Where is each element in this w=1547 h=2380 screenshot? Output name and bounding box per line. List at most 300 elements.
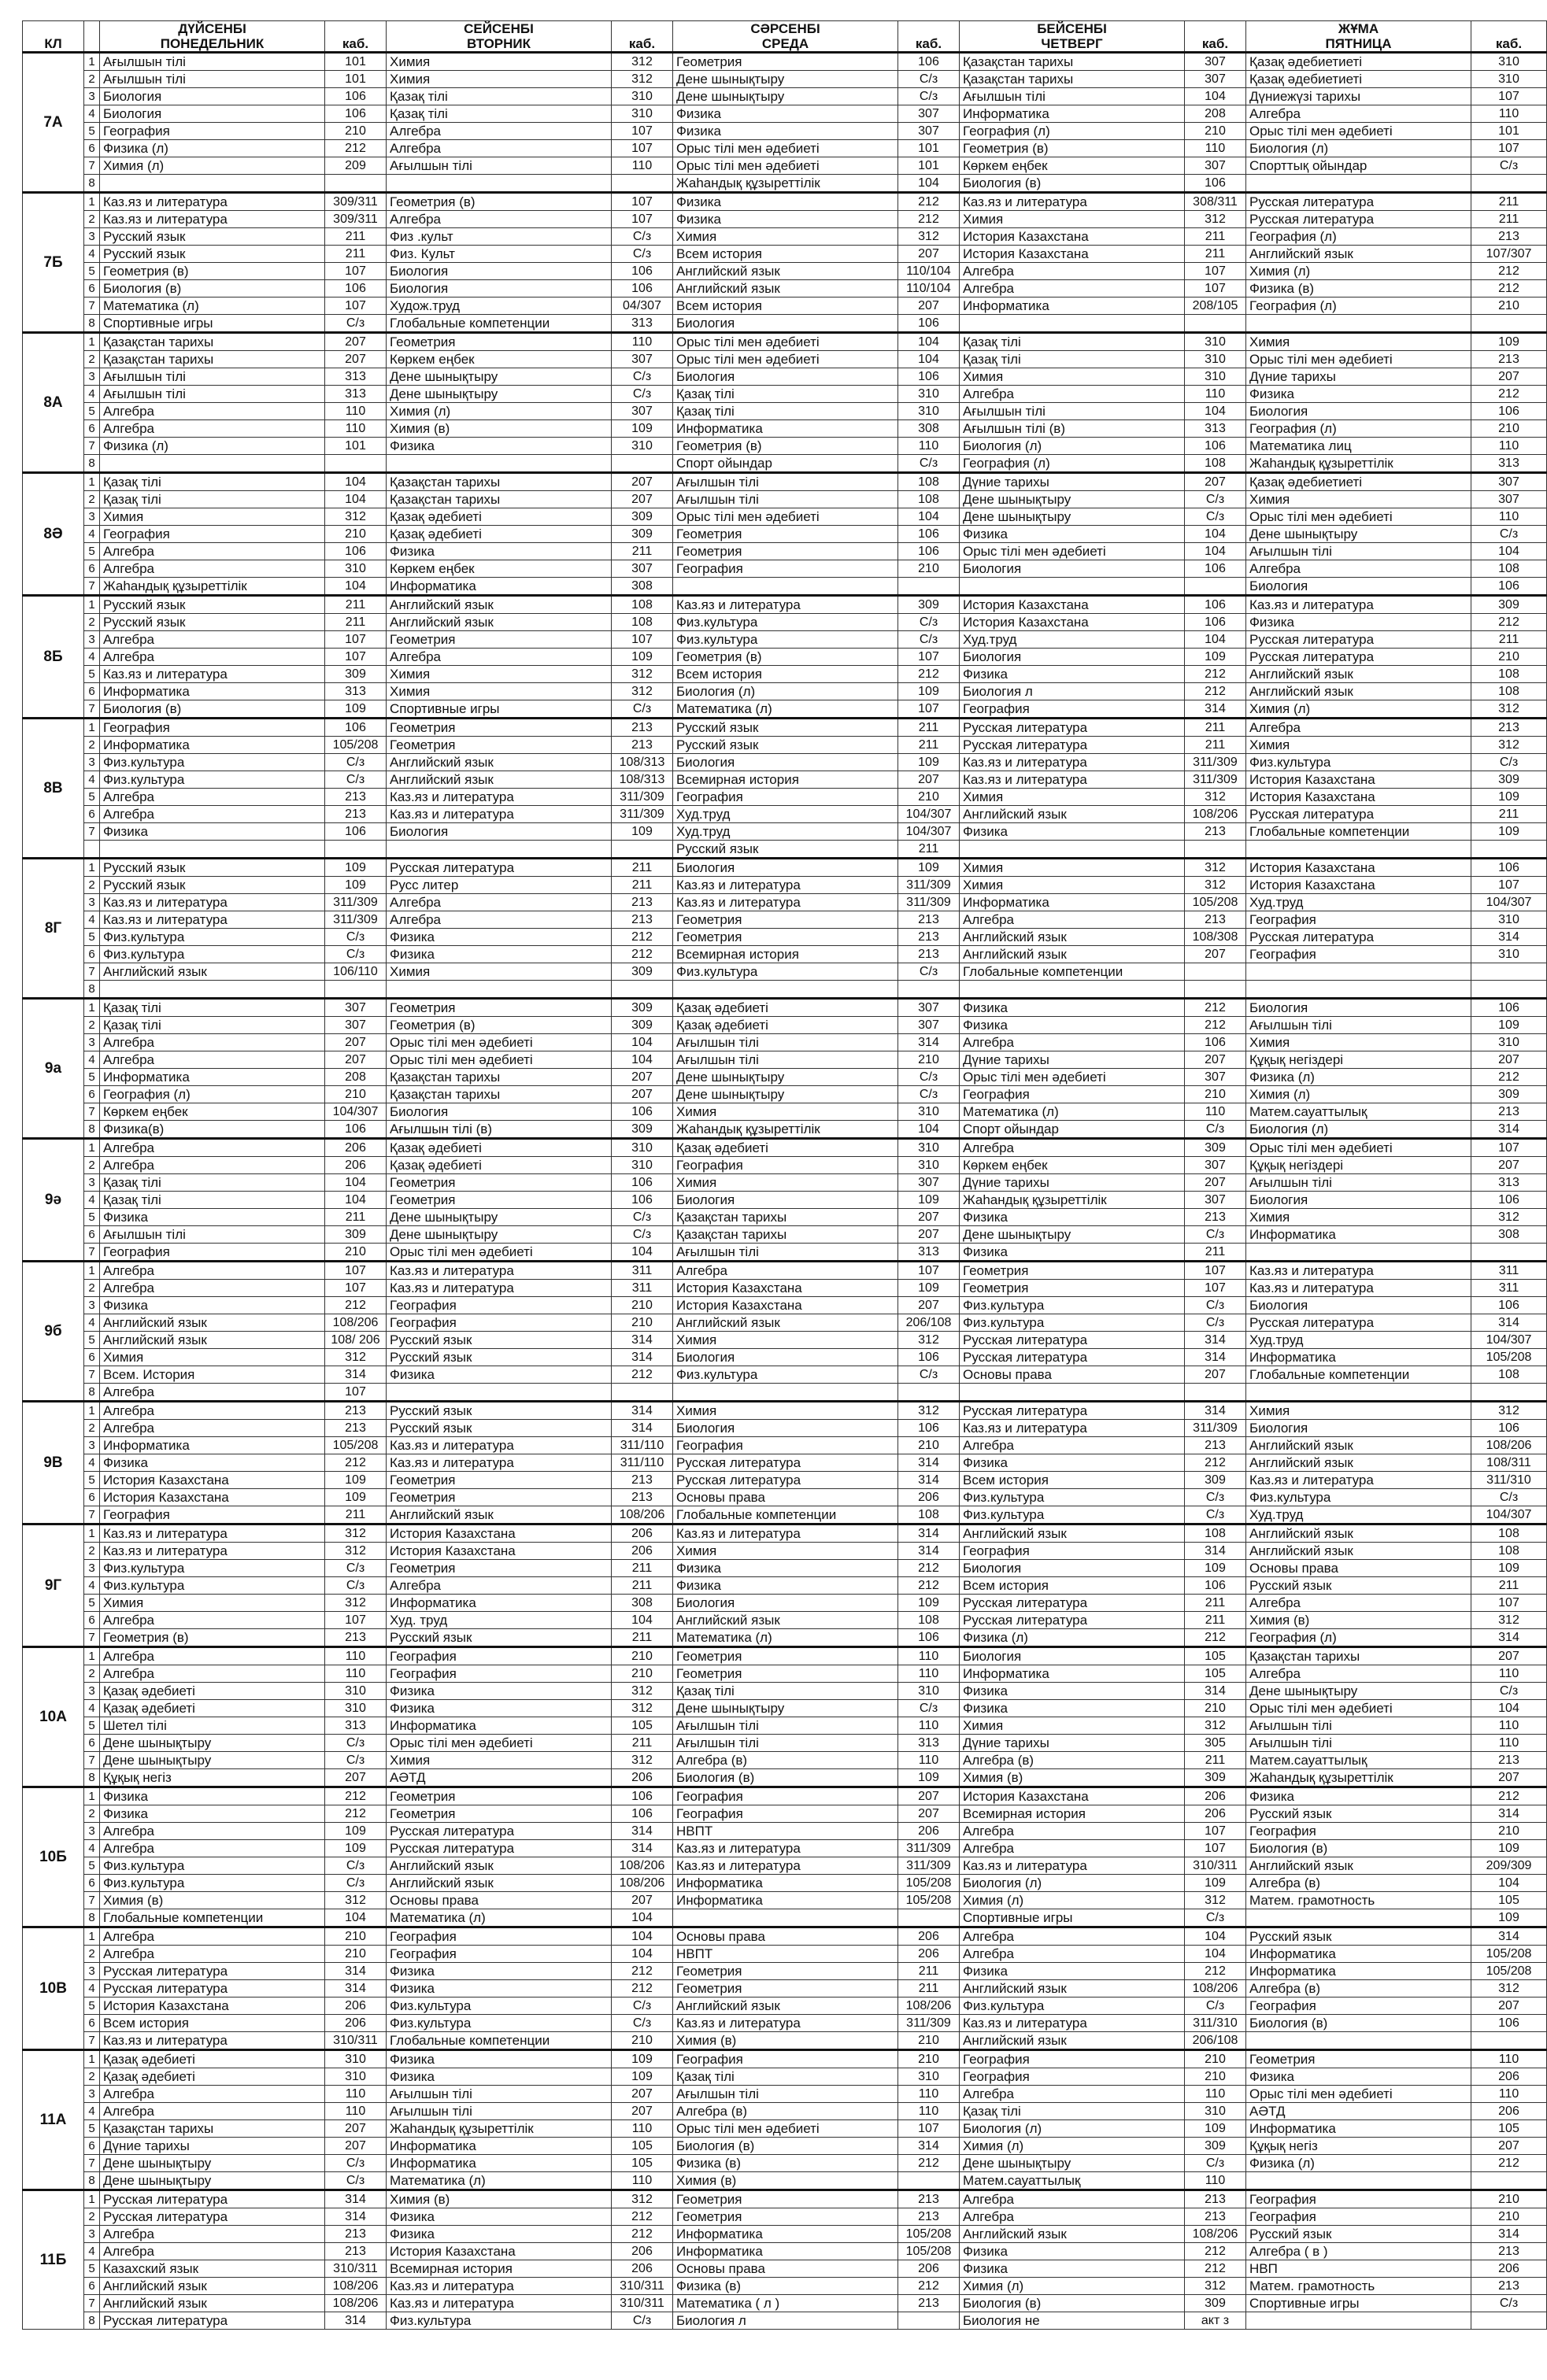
friday-subject-cell: АӘТД [1246, 2103, 1471, 2120]
wednesday-subject-cell: Математика ( л ) [673, 2295, 898, 2312]
friday-subject-cell: Орыс тілі мен әдебиеті [1246, 351, 1471, 368]
wednesday-subject-cell: Каз.яз и литература [673, 894, 898, 911]
table-row [23, 1577, 1547, 1595]
monday-room-cell: 206 [325, 1139, 387, 1157]
thursday-room-cell: 213 [1185, 2190, 1246, 2208]
friday-subject-cell: Орыс тілі мен әдебиеті [1246, 1139, 1471, 1157]
thursday-room-cell: 104 [1185, 1927, 1246, 1946]
monday-room-cell: 310/311 [325, 2260, 387, 2278]
wednesday-room-cell: 312 [898, 1332, 960, 1349]
wednesday-subject-cell: Основы права [673, 2260, 898, 2278]
wednesday-room-cell: 310 [898, 403, 960, 420]
monday-subject-cell: Физика (л) [100, 140, 325, 157]
wednesday-room-cell: 207 [898, 1787, 960, 1805]
friday-subject-cell: Физ.культура [1246, 1489, 1471, 1506]
thursday-subject-cell: Геометрия (в) [960, 140, 1185, 157]
friday-subject-cell [1246, 981, 1471, 999]
tuesday-room-cell: 212 [612, 1980, 673, 1998]
tuesday-subject-cell: Физика [387, 946, 612, 963]
monday-subject-cell: История Казахстана [100, 1998, 325, 2015]
wednesday-room-cell: С/з [898, 88, 960, 105]
tuesday-room-cell: 107 [612, 123, 673, 140]
friday-subject-cell: Матем.сауаттылық [1246, 1103, 1471, 1121]
tuesday-room-cell: 312 [612, 53, 673, 71]
friday-subject-cell: География [1246, 946, 1471, 963]
friday-subject-cell: Химия [1246, 333, 1471, 351]
thursday-subject-cell: Биология [960, 649, 1185, 666]
lesson-number-cell: 3 [84, 2086, 100, 2103]
lesson-number-cell: 3 [84, 894, 100, 911]
tuesday-room-cell: 207 [612, 2103, 673, 2120]
friday-room-cell: 210 [1471, 649, 1547, 666]
table-row [23, 894, 1547, 911]
thursday-room-cell: 212 [1185, 999, 1246, 1017]
monday-room-cell: 109 [325, 877, 387, 894]
monday-subject-cell: Геометрия (в) [100, 263, 325, 280]
tuesday-subject-cell: Химия [387, 666, 612, 683]
monday-room-cell: 314 [325, 2208, 387, 2226]
thursday-room-cell: С/з [1185, 491, 1246, 508]
table-row [23, 1683, 1547, 1700]
thursday-subject-cell: Каз.яз и литература [960, 2015, 1185, 2032]
tuesday-room-cell: 107 [612, 140, 673, 157]
thursday-subject-cell: Физика [960, 1017, 1185, 1034]
tuesday-subject-cell: Алгебра [387, 911, 612, 929]
tuesday-room-cell: 206 [612, 2243, 673, 2260]
wednesday-subject-cell: Геометрия [673, 1665, 898, 1683]
monday-subject-cell: Алгебра [100, 403, 325, 420]
friday-room-cell: С/з [1471, 1489, 1547, 1506]
thursday-subject-cell: Қазақ тілі [960, 333, 1185, 351]
tuesday-room-cell: С/з [612, 2015, 673, 2032]
lesson-number-cell: 3 [84, 88, 100, 105]
monday-subject-cell: Алгебра [100, 1665, 325, 1683]
friday-subject-cell: Қазақ әдебиетиеті [1246, 53, 1471, 71]
table-row [23, 1139, 1547, 1157]
monday-subject-cell: Физ.культура [100, 1875, 325, 1892]
thursday-subject-cell: Каз.яз и литература [960, 1857, 1185, 1875]
monday-room-cell: 207 [325, 1051, 387, 1069]
table-row [23, 2120, 1547, 2138]
tuesday-room-cell: 110 [612, 2120, 673, 2138]
thursday-room-cell: 107 [1185, 280, 1246, 298]
thursday-subject-cell: Алгебра [960, 2208, 1185, 2226]
wednesday-subject-cell: Қазақ әдебиеті [673, 1017, 898, 1034]
friday-room-cell: 212 [1471, 2155, 1547, 2172]
friday-room-cell: 107 [1471, 1595, 1547, 1612]
tuesday-subject-cell: География [387, 1297, 612, 1314]
wednesday-subject-cell: Физика [673, 105, 898, 123]
day-header-monday [100, 21, 325, 53]
wednesday-subject-cell: Қазақ әдебиеті [673, 1139, 898, 1157]
monday-room-cell: 110 [325, 2086, 387, 2103]
wednesday-subject-cell: Физ.культура [673, 614, 898, 631]
wednesday-subject-cell: Биология л [673, 2312, 898, 2330]
lesson-number-cell: 8 [84, 455, 100, 473]
lesson-number-cell: 1 [84, 2050, 100, 2068]
wednesday-room-cell: 106 [898, 543, 960, 560]
monday-subject-cell: Алгебра [100, 789, 325, 806]
wednesday-subject-cell: Биология [673, 368, 898, 386]
thursday-room-cell: 107 [1185, 1262, 1246, 1280]
monday-room-cell: 109 [325, 700, 387, 719]
wednesday-room-cell: 311/309 [898, 877, 960, 894]
wednesday-subject-cell: Информатика [673, 1892, 898, 1909]
friday-subject-cell: Химия (л) [1246, 1086, 1471, 1103]
monday-room-cell: 311/309 [325, 911, 387, 929]
tuesday-room-cell: 314 [612, 1349, 673, 1366]
monday-room-cell: 210 [325, 526, 387, 543]
tuesday-room-cell: 310 [612, 1157, 673, 1174]
lesson-number-cell: 2 [84, 71, 100, 88]
thursday-subject-cell: Алгебра [960, 263, 1185, 280]
thursday-subject-cell: Физика [960, 1963, 1185, 1980]
lesson-number-cell: 5 [84, 1595, 100, 1612]
wednesday-room-cell: 307 [898, 123, 960, 140]
monday-subject-cell: География [100, 123, 325, 140]
wednesday-subject-cell: Биология [673, 1420, 898, 1437]
monday-room-cell: С/з [325, 315, 387, 333]
friday-room-cell: 211 [1471, 631, 1547, 649]
class-block [23, 473, 1547, 596]
lesson-number-cell: 5 [84, 403, 100, 420]
tuesday-subject-cell: Русский язык [387, 1402, 612, 1420]
thursday-room-cell: 213 [1185, 2208, 1246, 2226]
table-row [23, 420, 1547, 438]
lesson-number-cell: 7 [84, 1366, 100, 1384]
tuesday-subject-cell: Химия [387, 71, 612, 88]
class-block [23, 53, 1547, 193]
thursday-room-cell: 107 [1185, 1823, 1246, 1840]
thursday-subject-cell: Всем история [960, 1577, 1185, 1595]
thursday-subject-cell: Худ.труд [960, 631, 1185, 649]
tuesday-subject-cell: Английский язык [387, 596, 612, 614]
thursday-room-cell: 212 [1185, 1454, 1246, 1472]
wednesday-subject-cell: Основы права [673, 1927, 898, 1946]
monday-subject-cell: Дүние тарихы [100, 2138, 325, 2155]
monday-subject-cell: Алгебра [100, 560, 325, 578]
tuesday-room-cell: 307 [612, 560, 673, 578]
monday-subject-cell: Қазақ тілі [100, 1017, 325, 1034]
wednesday-room-cell: 110 [898, 1717, 960, 1735]
wednesday-room-cell: 207 [898, 298, 960, 315]
wednesday-room-cell: 109 [898, 1280, 960, 1297]
monday-subject-cell: География [100, 719, 325, 737]
tuesday-subject-cell: Физика [387, 1366, 612, 1384]
thursday-subject-cell: Биология л [960, 683, 1185, 700]
monday-subject-cell: Алгебра [100, 1647, 325, 1665]
monday-room-cell: 213 [325, 2243, 387, 2260]
friday-room-cell: 308 [1471, 1226, 1547, 1244]
monday-room-cell: 212 [325, 1454, 387, 1472]
thursday-subject-cell [960, 315, 1185, 333]
monday-room-cell: 105/208 [325, 737, 387, 754]
class-block [23, 333, 1547, 473]
class-block [23, 1927, 1547, 2050]
thursday-room-cell: 206 [1185, 1787, 1246, 1805]
wednesday-room-cell: 310 [898, 2068, 960, 2086]
tuesday-room-cell: 308 [612, 1595, 673, 1612]
monday-subject-cell: История Казахстана [100, 1489, 325, 1506]
wednesday-room-cell: С/з [898, 614, 960, 631]
tuesday-subject-cell: Русский язык [387, 1629, 612, 1647]
thursday-subject-cell: Алгебра [960, 280, 1185, 298]
friday-subject-cell: Каз.яз и литература [1246, 1262, 1471, 1280]
thursday-room-cell: 207 [1185, 473, 1246, 491]
table-row [23, 1595, 1547, 1612]
thursday-room-cell: 211 [1185, 1752, 1246, 1769]
thursday-subject-cell: Физ.культура [960, 1314, 1185, 1332]
wednesday-room-cell: 314 [898, 1454, 960, 1472]
wednesday-subject-cell: Информатика [673, 1875, 898, 1892]
tuesday-subject-cell: Геометрия [387, 999, 612, 1017]
tuesday-room-cell: 109 [612, 2068, 673, 2086]
friday-subject-cell: Дене шынықтыру [1246, 526, 1471, 543]
wednesday-subject-cell: Английский язык [673, 280, 898, 298]
table-row [23, 2278, 1547, 2295]
table-row [23, 2295, 1547, 2312]
wednesday-room-cell: 310 [898, 1103, 960, 1121]
wednesday-subject-cell: Русская литература [673, 1454, 898, 1472]
monday-subject-cell: Ағылшын тілі [100, 368, 325, 386]
table-row [23, 1157, 1547, 1174]
wednesday-subject-cell: Химия [673, 1402, 898, 1420]
friday-room-cell: 106 [1471, 2015, 1547, 2032]
tuesday-room-cell [612, 981, 673, 999]
thursday-room-cell: 311/309 [1185, 1420, 1246, 1437]
thursday-room-cell: 108/206 [1185, 1980, 1246, 1998]
tuesday-room-cell: 312 [612, 1683, 673, 1700]
monday-subject-cell: Биология [100, 105, 325, 123]
tuesday-subject-cell: Информатика [387, 2138, 612, 2155]
lesson-number-cell: 2 [84, 614, 100, 631]
wednesday-subject-cell: История Казахстана [673, 1280, 898, 1297]
friday-subject-cell: Физ.культура [1246, 754, 1471, 771]
friday-room-cell: 109 [1471, 333, 1547, 351]
monday-subject-cell: Химия (в) [100, 1892, 325, 1909]
lesson-number-cell: 7 [84, 2155, 100, 2172]
monday-subject-cell [100, 455, 325, 473]
table-row [23, 1927, 1547, 1946]
thursday-subject-cell: Дүние тарихы [960, 1051, 1185, 1069]
thursday-room-cell: 212 [1185, 666, 1246, 683]
thursday-room-cell: 104 [1185, 543, 1246, 560]
tuesday-room-cell: 211 [612, 1560, 673, 1577]
wednesday-room-cell [898, 1384, 960, 1402]
thursday-subject-cell: Орыс тілі мен әдебиеті [960, 543, 1185, 560]
monday-subject-cell: Шетел тілі [100, 1717, 325, 1735]
wednesday-subject-cell: Всемирная история [673, 946, 898, 963]
lesson-number-cell: 2 [84, 1543, 100, 1560]
friday-subject-cell: Основы права [1246, 1560, 1471, 1577]
friday-room-cell: 211 [1471, 806, 1547, 823]
monday-room-cell: 104 [325, 1192, 387, 1209]
tuesday-subject-cell: Физ.культура [387, 2312, 612, 2330]
monday-room-cell: 213 [325, 789, 387, 806]
table-row [23, 1892, 1547, 1909]
friday-subject-cell: Алгебра [1246, 719, 1471, 737]
tuesday-subject-cell: Алгебра [387, 140, 612, 157]
friday-room-cell: 213 [1471, 719, 1547, 737]
lesson-number-cell: 8 [84, 1121, 100, 1139]
table-row [23, 999, 1547, 1017]
thursday-subject-cell: География [960, 1086, 1185, 1103]
table-row [23, 2190, 1547, 2208]
table-row [23, 789, 1547, 806]
lesson-number-cell: 3 [84, 1823, 100, 1840]
room-header: каб. [1185, 21, 1246, 53]
monday-room-cell: 312 [325, 1892, 387, 1909]
lesson-number-cell: 6 [84, 1735, 100, 1752]
thursday-subject-cell: Биология [960, 1560, 1185, 1577]
thursday-room-cell: 207 [1185, 946, 1246, 963]
wednesday-room-cell: 206 [898, 1823, 960, 1840]
friday-subject-cell: Алгебра (в) [1246, 1980, 1471, 1998]
tuesday-room-cell: 105 [612, 2155, 673, 2172]
monday-subject-cell: Ағылшын тілі [100, 71, 325, 88]
tuesday-subject-cell: География [387, 1927, 612, 1946]
thursday-subject-cell: Каз.яз и литература [960, 771, 1185, 789]
lesson-number-cell: 3 [84, 1437, 100, 1454]
monday-room-cell: С/з [325, 2172, 387, 2190]
friday-room-cell: 307 [1471, 491, 1547, 508]
monday-room-cell: 206 [325, 2015, 387, 2032]
friday-room-cell: 311 [1471, 1280, 1547, 1297]
thursday-subject-cell: Физика [960, 1683, 1185, 1700]
tuesday-subject-cell: Орыс тілі мен әдебиеті [387, 1051, 612, 1069]
friday-subject-cell: Орыс тілі мен әдебиеті [1246, 123, 1471, 140]
wednesday-subject-cell: Биология (в) [673, 2138, 898, 2155]
monday-subject-cell: Каз.яз и литература [100, 193, 325, 211]
tuesday-subject-cell: Каз.яз и литература [387, 2295, 612, 2312]
monday-subject-cell: Физика [100, 1209, 325, 1226]
wednesday-room-cell: 207 [898, 246, 960, 263]
wednesday-subject-cell: Қазақ тілі [673, 386, 898, 403]
thursday-subject-cell: Физика [960, 2260, 1185, 2278]
thursday-room-cell: 206/108 [1185, 2032, 1246, 2050]
thursday-room-cell: 213 [1185, 823, 1246, 841]
friday-room-cell: 104 [1471, 1875, 1547, 1892]
thursday-room-cell: 105/208 [1185, 894, 1246, 911]
class-name: 10Б [23, 1787, 84, 1927]
monday-subject-cell: Русский язык [100, 596, 325, 614]
tuesday-room-cell: 309 [612, 963, 673, 981]
friday-room-cell: 314 [1471, 929, 1547, 946]
thursday-room-cell: 109 [1185, 2120, 1246, 2138]
thursday-room-cell: 106 [1185, 438, 1246, 455]
monday-room-cell: 109 [325, 1840, 387, 1857]
friday-room-cell: 109 [1471, 823, 1547, 841]
friday-subject-cell: Спорттық ойындар [1246, 157, 1471, 175]
thursday-room-cell: 312 [1185, 211, 1246, 228]
wednesday-subject-cell: Информатика [673, 420, 898, 438]
tuesday-subject-cell: Физ.культура [387, 2015, 612, 2032]
monday-subject-cell: Қазақ тілі [100, 491, 325, 508]
thursday-room-cell: 310 [1185, 351, 1246, 368]
tuesday-subject-cell: Физика [387, 1700, 612, 1717]
tuesday-room-cell: 106 [612, 1192, 673, 1209]
tuesday-room-cell: 207 [612, 1069, 673, 1086]
friday-room-cell: С/з [1471, 2295, 1547, 2312]
thursday-subject-cell: Физ.культура [960, 1998, 1185, 2015]
lesson-number-cell: 5 [84, 123, 100, 140]
monday-subject-cell: Қазақ әдебиеті [100, 2050, 325, 2068]
tuesday-subject-cell: Қазақ әдебиеті [387, 1139, 612, 1157]
friday-subject-cell: История Казахстана [1246, 771, 1471, 789]
wednesday-room-cell: 110/104 [898, 280, 960, 298]
friday-subject-cell: Қазақ әдебиетиеті [1246, 71, 1471, 88]
friday-subject-cell: Физика [1246, 2068, 1471, 2086]
tuesday-room-cell: 108/313 [612, 771, 673, 789]
monday-subject-cell: Алгебра [100, 1139, 325, 1157]
monday-subject-cell: Английский язык [100, 2278, 325, 2295]
tuesday-room-cell: 213 [612, 911, 673, 929]
wednesday-room-cell: 104/307 [898, 823, 960, 841]
wednesday-subject-cell: Физика [673, 1560, 898, 1577]
wednesday-subject-cell: Қазақ тілі [673, 1683, 898, 1700]
tuesday-room-cell: 311/110 [612, 1454, 673, 1472]
tuesday-room-cell: 312 [612, 2190, 673, 2208]
thursday-subject-cell: Математика (л) [960, 1103, 1185, 1121]
monday-room-cell: 109 [325, 859, 387, 877]
tuesday-subject-cell: Математика (л) [387, 2172, 612, 2190]
tuesday-subject-cell: Қазақ әдебиеті [387, 508, 612, 526]
monday-room-cell [325, 455, 387, 473]
friday-subject-cell: Физика [1246, 614, 1471, 631]
monday-room-cell: 110 [325, 1665, 387, 1683]
wednesday-room-cell: 206 [898, 1946, 960, 1963]
tuesday-subject-cell: Дене шынықтыру [387, 386, 612, 403]
lesson-number-cell: 6 [84, 1612, 100, 1629]
lesson-number-cell: 4 [84, 1980, 100, 1998]
friday-room-cell: 107 [1471, 877, 1547, 894]
friday-room-cell: 212 [1471, 614, 1547, 631]
wednesday-subject-cell: Русский язык [673, 841, 898, 859]
thursday-room-cell: 105 [1185, 1647, 1246, 1665]
tuesday-room-cell: 213 [612, 737, 673, 754]
friday-room-cell: 311 [1471, 1262, 1547, 1280]
monday-room-cell: 207 [325, 333, 387, 351]
thursday-room-cell: 211 [1185, 1244, 1246, 1262]
thursday-room-cell: 314 [1185, 1543, 1246, 1560]
lesson-number-cell: 6 [84, 1349, 100, 1366]
friday-room-cell [1471, 175, 1547, 193]
wednesday-subject-cell: Геометрия (в) [673, 438, 898, 455]
thursday-room-cell [1185, 963, 1246, 981]
tuesday-room-cell: С/з [612, 246, 673, 263]
lesson-number-cell: 7 [84, 578, 100, 596]
thursday-room-cell: 110 [1185, 140, 1246, 157]
thursday-room-cell: 310 [1185, 333, 1246, 351]
tuesday-room-cell: С/з [612, 386, 673, 403]
wednesday-room-cell: 308 [898, 420, 960, 438]
wednesday-subject-cell: Русская литература [673, 1472, 898, 1489]
thursday-room-cell: 110 [1185, 2172, 1246, 2190]
thursday-room-cell: 307 [1185, 1192, 1246, 1209]
wednesday-subject-cell: Худ.труд [673, 806, 898, 823]
tuesday-room-cell: 314 [612, 1823, 673, 1840]
thursday-room-cell: 213 [1185, 1209, 1246, 1226]
tuesday-room-cell: 210 [612, 1314, 673, 1332]
wednesday-room-cell: 108 [898, 491, 960, 508]
friday-subject-cell: Физика (л) [1246, 1069, 1471, 1086]
tuesday-subject-cell: География [387, 1647, 612, 1665]
monday-subject-cell: Геометрия (в) [100, 1629, 325, 1647]
table-row [23, 228, 1547, 246]
monday-subject-cell: Дене шынықтыру [100, 2155, 325, 2172]
monday-room-cell: 106 [325, 823, 387, 841]
thursday-room-cell: С/з [1185, 1121, 1246, 1139]
